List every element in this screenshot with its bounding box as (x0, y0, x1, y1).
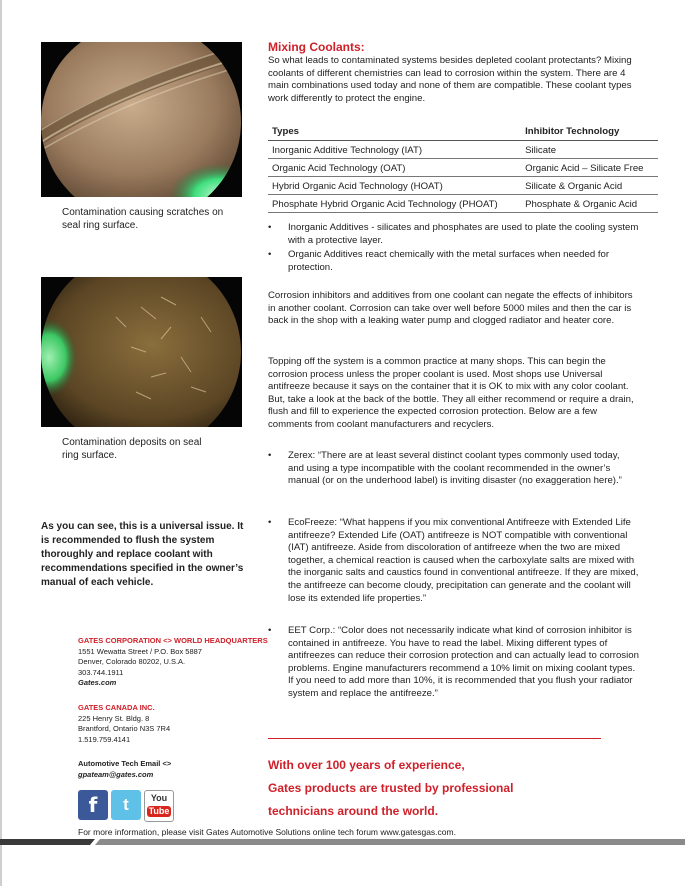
tech-email (78, 759, 171, 780)
table-row (268, 159, 658, 177)
cell-type: Inorganic Additive Technology (IAT) (268, 141, 521, 159)
table-row (268, 141, 658, 159)
cell-inhibitor: Silicate & Organic Acid (521, 177, 658, 195)
tagline (268, 754, 513, 823)
youtube-icon[interactable]: You Tube (144, 790, 174, 822)
topping-off-paragraph: Topping off the system is a common practice at many shops. This can begin the corrosion process unless the proper coolant is used. Most shops use Universal antifreeze because it says on the container that it is OK to mix with any color coolant. But, take a look at the back of the bottle. They all either recommend or require a drain, flush and fill to experience the expected corrosion protection. Below are a few comments from coolant manufacturers and recyclers. (268, 356, 634, 430)
canada-line2: Brantford, Ontario N3S 7R4 (78, 724, 171, 733)
divider (268, 738, 601, 739)
col-inhibitor: Inhibitor Technology (521, 124, 658, 141)
list-item: • Inorganic Additives - silicates and phosphates are used to plate the cooling system with a protective layer. (268, 222, 639, 246)
cell-inhibitor: Phosphate & Organic Acid (521, 195, 658, 213)
tagline-line: Gates products are trusted by professional (268, 781, 514, 795)
list-item: • Zerex: “There are at least several distinct coolant types commonly used today, and using a type incompatible with the coolant recommended in the owner’s manual (or on the underhood label) is inviting disaster (no exaggeration here).” (268, 450, 622, 487)
hq-title: GATES CORPORATION <> WORLD HEADQUARTERS (78, 636, 268, 645)
list-item: • EET Corp.: “Color does not necessarily indicate what kind of corrosion inhibitor is contained in antifreeze. You have to read the label. Mixing different types of antifreezes can reduce their corrosion protection and can actually lead to corrosion problems. Engine manufacturers recommend a 10% limit on mixing coolant types. If you need to add more than 10%, it is recommended that you flush your radiator system and replace the antifreeze.” (268, 625, 639, 699)
hq-line1: 1551 Wewatta Street / P.O. Box 5887 (78, 646, 202, 656)
seal-ring-scratches-photo (41, 42, 242, 197)
email-address-link[interactable]: gpateam@gates.com (78, 769, 154, 779)
social-links (78, 790, 174, 822)
additive-bullets (268, 222, 640, 276)
table-header-row (268, 124, 658, 141)
page-edge (0, 0, 2, 886)
intro-paragraph: So what leads to contaminated systems besides depleted coolant protectants? Mixing coolants of different chemistries can lead to corrosion within the system. There are 4 main combinations used today and none of them are compatible. These coolant types work differently to protect the engine. (268, 55, 632, 104)
universal-issue-note: As you can see, this is a universal issue. It is recommended to flush the system thoroughly and replace coolant with recommendations specified in the owner’s manual of each vehicle. (41, 521, 244, 588)
seal-ring-deposits-photo (41, 277, 242, 427)
canada-address (78, 703, 170, 745)
table-row (268, 195, 658, 213)
main-section (268, 40, 640, 105)
list-item: • Organic Additives react chemically with the metal surfaces when needed for protection. (268, 249, 610, 273)
tagline-line: With over 100 years of experience, (268, 758, 465, 772)
canada-title: GATES CANADA INC. (78, 703, 155, 712)
cell-type: Hybrid Organic Acid Technology (HOAT) (268, 177, 521, 195)
quote-eet (268, 625, 640, 703)
list-item: • EcoFreeze: “What happens if you mix conventional Antifreeze with Extended Life antifreeze? Extended Life (OAT) antifreeze is NOT compatible with conventional (IAT) antifreeze. Aside from discoloration of antifreeze when the two are mixed together, a chemical reaction is caused when the carboxylate salts are mixed with the inorganic salts and caustics found in conventional antifreeze. If they are mixed, the antifreeze can become cloudy, precipitation can generate and the coolant will lose its extended life properties.” (268, 517, 639, 604)
cell-type: Phosphate Hybrid Organic Acid Technology (PHOAT) (268, 195, 521, 213)
corrosion-paragraph: Corrosion inhibitors and additives from one coolant can negate the effects of inhibitors in another coolant. Corrosion can take over well before 5000 miles and then the car is back in the shop with a leaking water pump and clogged radiator and heater core. (268, 290, 633, 327)
hq-website-link[interactable]: Gates.com (78, 678, 117, 687)
cell-type: Organic Acid Technology (OAT) (268, 159, 521, 177)
photo-caption-scratches: Contamination causing scratches on seal ring surface. (62, 207, 224, 231)
email-label: Automotive Tech Email <> (78, 759, 172, 768)
quote-zerex (268, 450, 628, 490)
cell-inhibitor: Silicate (521, 141, 658, 159)
canada-phone: 1.519.759.4141 (78, 734, 131, 744)
facebook-icon[interactable]: f (78, 790, 108, 820)
cell-inhibitor: Organic Acid – Silicate Free (521, 159, 658, 177)
quote-ecofreeze (268, 517, 648, 607)
twitter-icon[interactable]: t (111, 790, 141, 820)
tagline-line: technicians around the world. (268, 804, 439, 818)
hq-address (78, 636, 268, 689)
hq-line2: Denver, Colorado 80202, U.S.A. (78, 657, 186, 666)
table-row (268, 177, 658, 195)
footer-note: For more information, please visit Gates Automotive Solutions online tech forum www.gatesgas.com. (78, 827, 456, 837)
col-types: Types (268, 124, 521, 141)
footer-bar (0, 839, 685, 845)
photo-caption-deposits: Contamination deposits on seal ring surface. (62, 437, 202, 461)
canada-line1: 225 Henry St. Bldg. 8 (78, 713, 150, 723)
coolant-types-table (268, 124, 658, 213)
section-heading: Mixing Coolants: (268, 40, 365, 54)
hq-phone: 303.744.1911 (78, 667, 124, 677)
